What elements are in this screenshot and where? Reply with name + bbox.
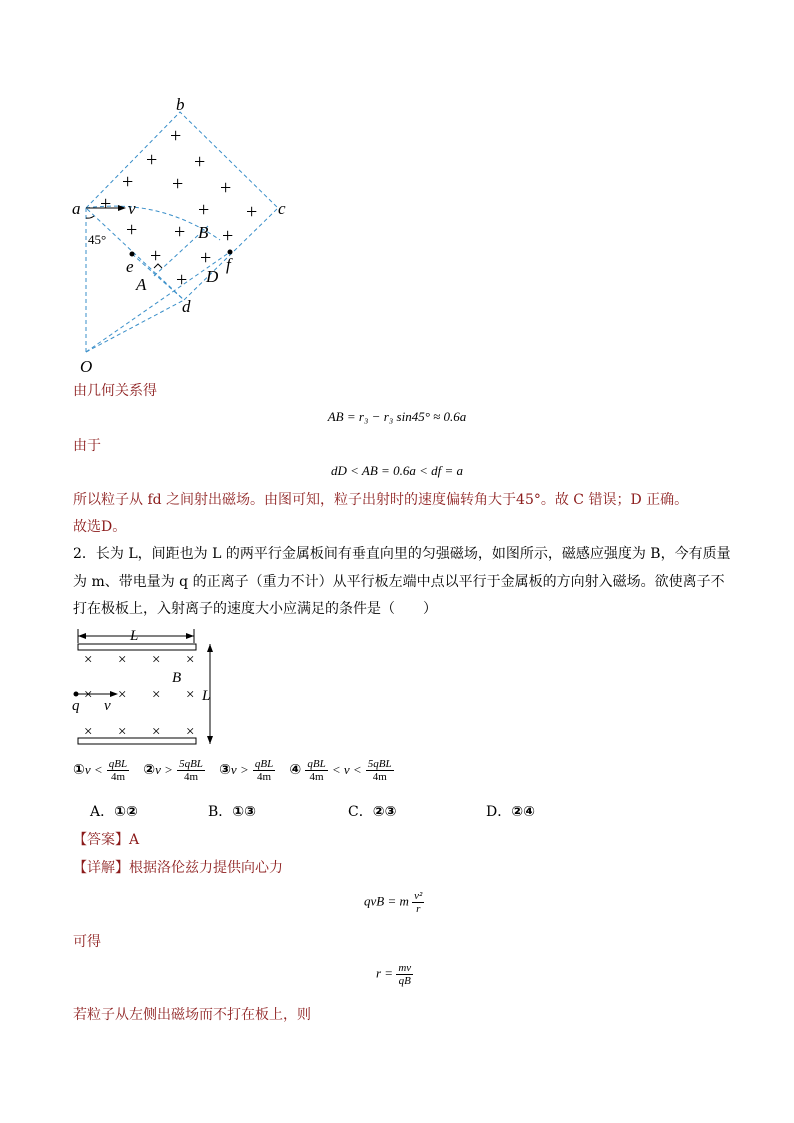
plus-mark: +: [126, 219, 138, 241]
label-angle: 45°: [88, 232, 107, 247]
plus-mark: +: [198, 199, 210, 221]
cross-mark: ×: [84, 687, 93, 703]
cross-mark: ×: [186, 724, 195, 740]
label-v: v: [128, 199, 136, 218]
label-D: D: [206, 267, 219, 286]
answer-tag: 【答案】: [73, 832, 129, 848]
label-d: d: [182, 297, 191, 316]
top-plate: [78, 644, 196, 650]
label-e: e: [126, 257, 134, 276]
choice-A[interactable]: A．①②: [90, 804, 138, 820]
cross-mark: ×: [118, 724, 127, 740]
label-L-right: L: [202, 688, 211, 704]
cross-mark: ×: [152, 724, 161, 740]
plus-mark: +: [122, 171, 134, 193]
plus-mark: +: [174, 221, 186, 243]
plus-mark: +: [222, 225, 234, 247]
plus-mark: +: [176, 269, 188, 291]
velocity-arrow: [110, 691, 118, 697]
plus-mark: +: [246, 201, 258, 223]
question2-line1: 2．长为 L，间距也为 L 的两平行金属板间有垂直向里的匀强磁场，如图所示，磁感应强度为 B，今有质量: [73, 546, 731, 562]
solution1-eq1: AB = r₃ − r₃ sin45° ≈ 0.6a: [327, 409, 467, 424]
line-get: 可得: [73, 934, 101, 950]
label-v: v: [104, 698, 111, 714]
detail-line: [73, 858, 283, 878]
conditions-row: [73, 758, 394, 783]
label-B: B: [172, 670, 182, 686]
plus-mark: +: [146, 149, 158, 171]
choice-D[interactable]: D．②④: [486, 804, 535, 820]
answer-value: A: [129, 832, 140, 848]
angle-arc: [86, 216, 94, 218]
label-f: f: [226, 255, 231, 274]
figure-2-diagram: [68, 624, 228, 750]
plus-mark: +: [170, 125, 182, 147]
cross-mark: ×: [152, 652, 161, 668]
figure-1-diagram: [60, 90, 310, 380]
arrow-up: [207, 644, 213, 652]
label-b: b: [176, 95, 185, 114]
answer-line: [73, 830, 139, 850]
equation-radius: r = $\frac{mv}{qB}$: [376, 962, 412, 987]
solution1-line2: 由于: [73, 438, 101, 454]
question2-line3: 打在极板上，入射离子的速度大小应满足的条件是（ ）: [73, 601, 437, 617]
detail-text: 根据洛伦兹力提供向心力: [129, 860, 283, 876]
plus-mark: +: [194, 151, 206, 173]
plus-mark: +: [100, 193, 112, 215]
cross-mark: ×: [186, 687, 195, 703]
label-O: O: [80, 357, 93, 376]
label-q: q: [72, 698, 80, 714]
arrow-down: [207, 736, 213, 744]
label-B: B: [198, 223, 209, 242]
label-c: c: [278, 199, 286, 218]
bottom-plate: [78, 738, 196, 744]
choice-B[interactable]: B．①③: [208, 804, 257, 820]
condition-2: ②v > $\frac{\text{5qBL}}{4m}$: [143, 758, 203, 783]
solution1-line1: 由几何关系得: [73, 383, 157, 399]
label-a: a: [72, 199, 81, 218]
cross-mark: ×: [152, 687, 161, 703]
plus-mark: +: [150, 245, 162, 267]
cross-mark: ×: [118, 687, 127, 703]
choice-C[interactable]: C．②③: [348, 804, 397, 820]
cross-mark: ×: [118, 652, 127, 668]
equation-lorentz: qvB = m $\frac{\text{v²}}{r}$: [364, 890, 423, 915]
solution1-line4: 故选D。: [73, 519, 127, 535]
label-A: A: [136, 275, 147, 294]
label-L-top: L: [130, 628, 139, 644]
condition-3: ③v > $\frac{\text{qBL}}{4m}$: [219, 758, 274, 783]
cross-mark: ×: [186, 652, 195, 668]
point-e: [130, 252, 135, 257]
plus-mark: +: [200, 247, 212, 269]
cross-mark: ×: [84, 652, 93, 668]
solution1-line3: 所以粒子从 fd 之间射出磁场。由图可知，粒子出射时的速度偏转角大于45°。故 C 错误；D 正确。: [73, 492, 689, 508]
condition-1: ①v < $\frac{\text{qBL}}{4m}$: [73, 758, 128, 783]
point-f: [228, 250, 233, 255]
plus-mark: +: [220, 177, 232, 199]
plus-mark: +: [172, 173, 184, 195]
line-O-d: [86, 300, 184, 352]
solution1-eq2: dD < AB = 0.6a < df = a: [331, 463, 463, 478]
arrow-left: [78, 633, 86, 639]
detail-tag: 【详解】: [73, 860, 129, 876]
arrow-right: [186, 633, 194, 639]
question2-line2: 为 m、带电量为 q 的正离子（重力不计）从平行板左端中点以平行于金属板的方向射入磁场。欲使离子不: [73, 574, 725, 590]
cross-mark: ×: [84, 724, 93, 740]
condition-4: ④ $\frac{\text{qBL}}{4m}$ < v < $\frac{\text{5qBL}}{4m}$: [289, 758, 392, 783]
last-line: 若粒子从左侧出磁场而不打在板上，则: [73, 1007, 311, 1023]
